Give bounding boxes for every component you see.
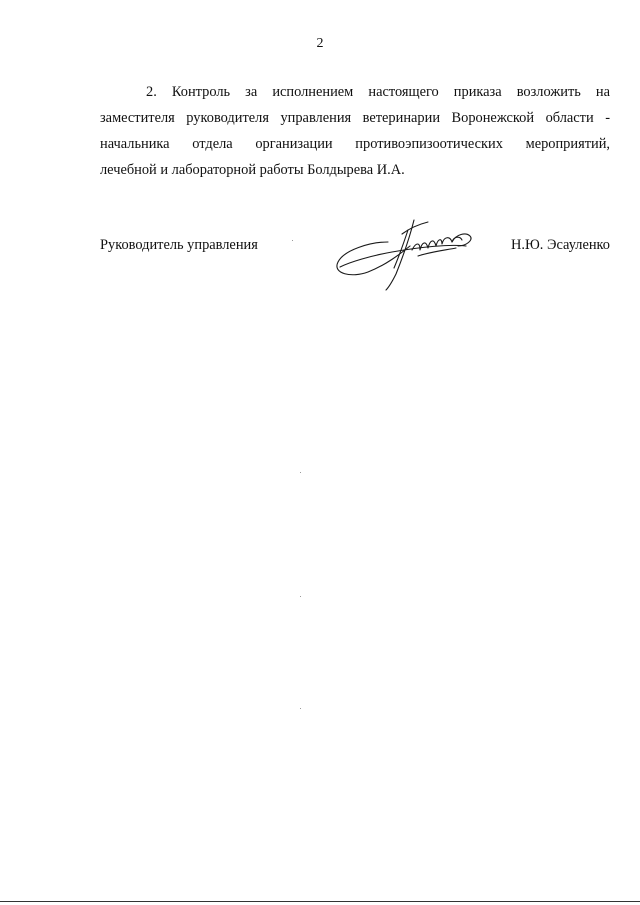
paragraph-line: лечебной и лабораторной работы Болдырева И.А. (100, 162, 405, 178)
scan-speck (300, 472, 301, 473)
scan-speck (292, 240, 293, 241)
paragraph-line: заместителя руководителя управления ветеринарии Воронежской области - (100, 110, 610, 126)
handwritten-signature (330, 212, 480, 292)
scan-speck (300, 596, 301, 597)
page-number: 2 (316, 36, 324, 51)
signatory-title: Руководитель управления (100, 237, 258, 253)
page-bottom-edge (0, 901, 640, 902)
order-paragraph-2 (100, 82, 610, 186)
signatory-name: Н.Ю. Эсауленко (511, 237, 610, 253)
paragraph-line: 2. Контроль за исполнением настоящего приказа возложить на (146, 84, 610, 100)
scan-speck (300, 708, 301, 709)
paragraph-line: начальника отдела организации противоэпизоотических мероприятий, (100, 136, 610, 152)
